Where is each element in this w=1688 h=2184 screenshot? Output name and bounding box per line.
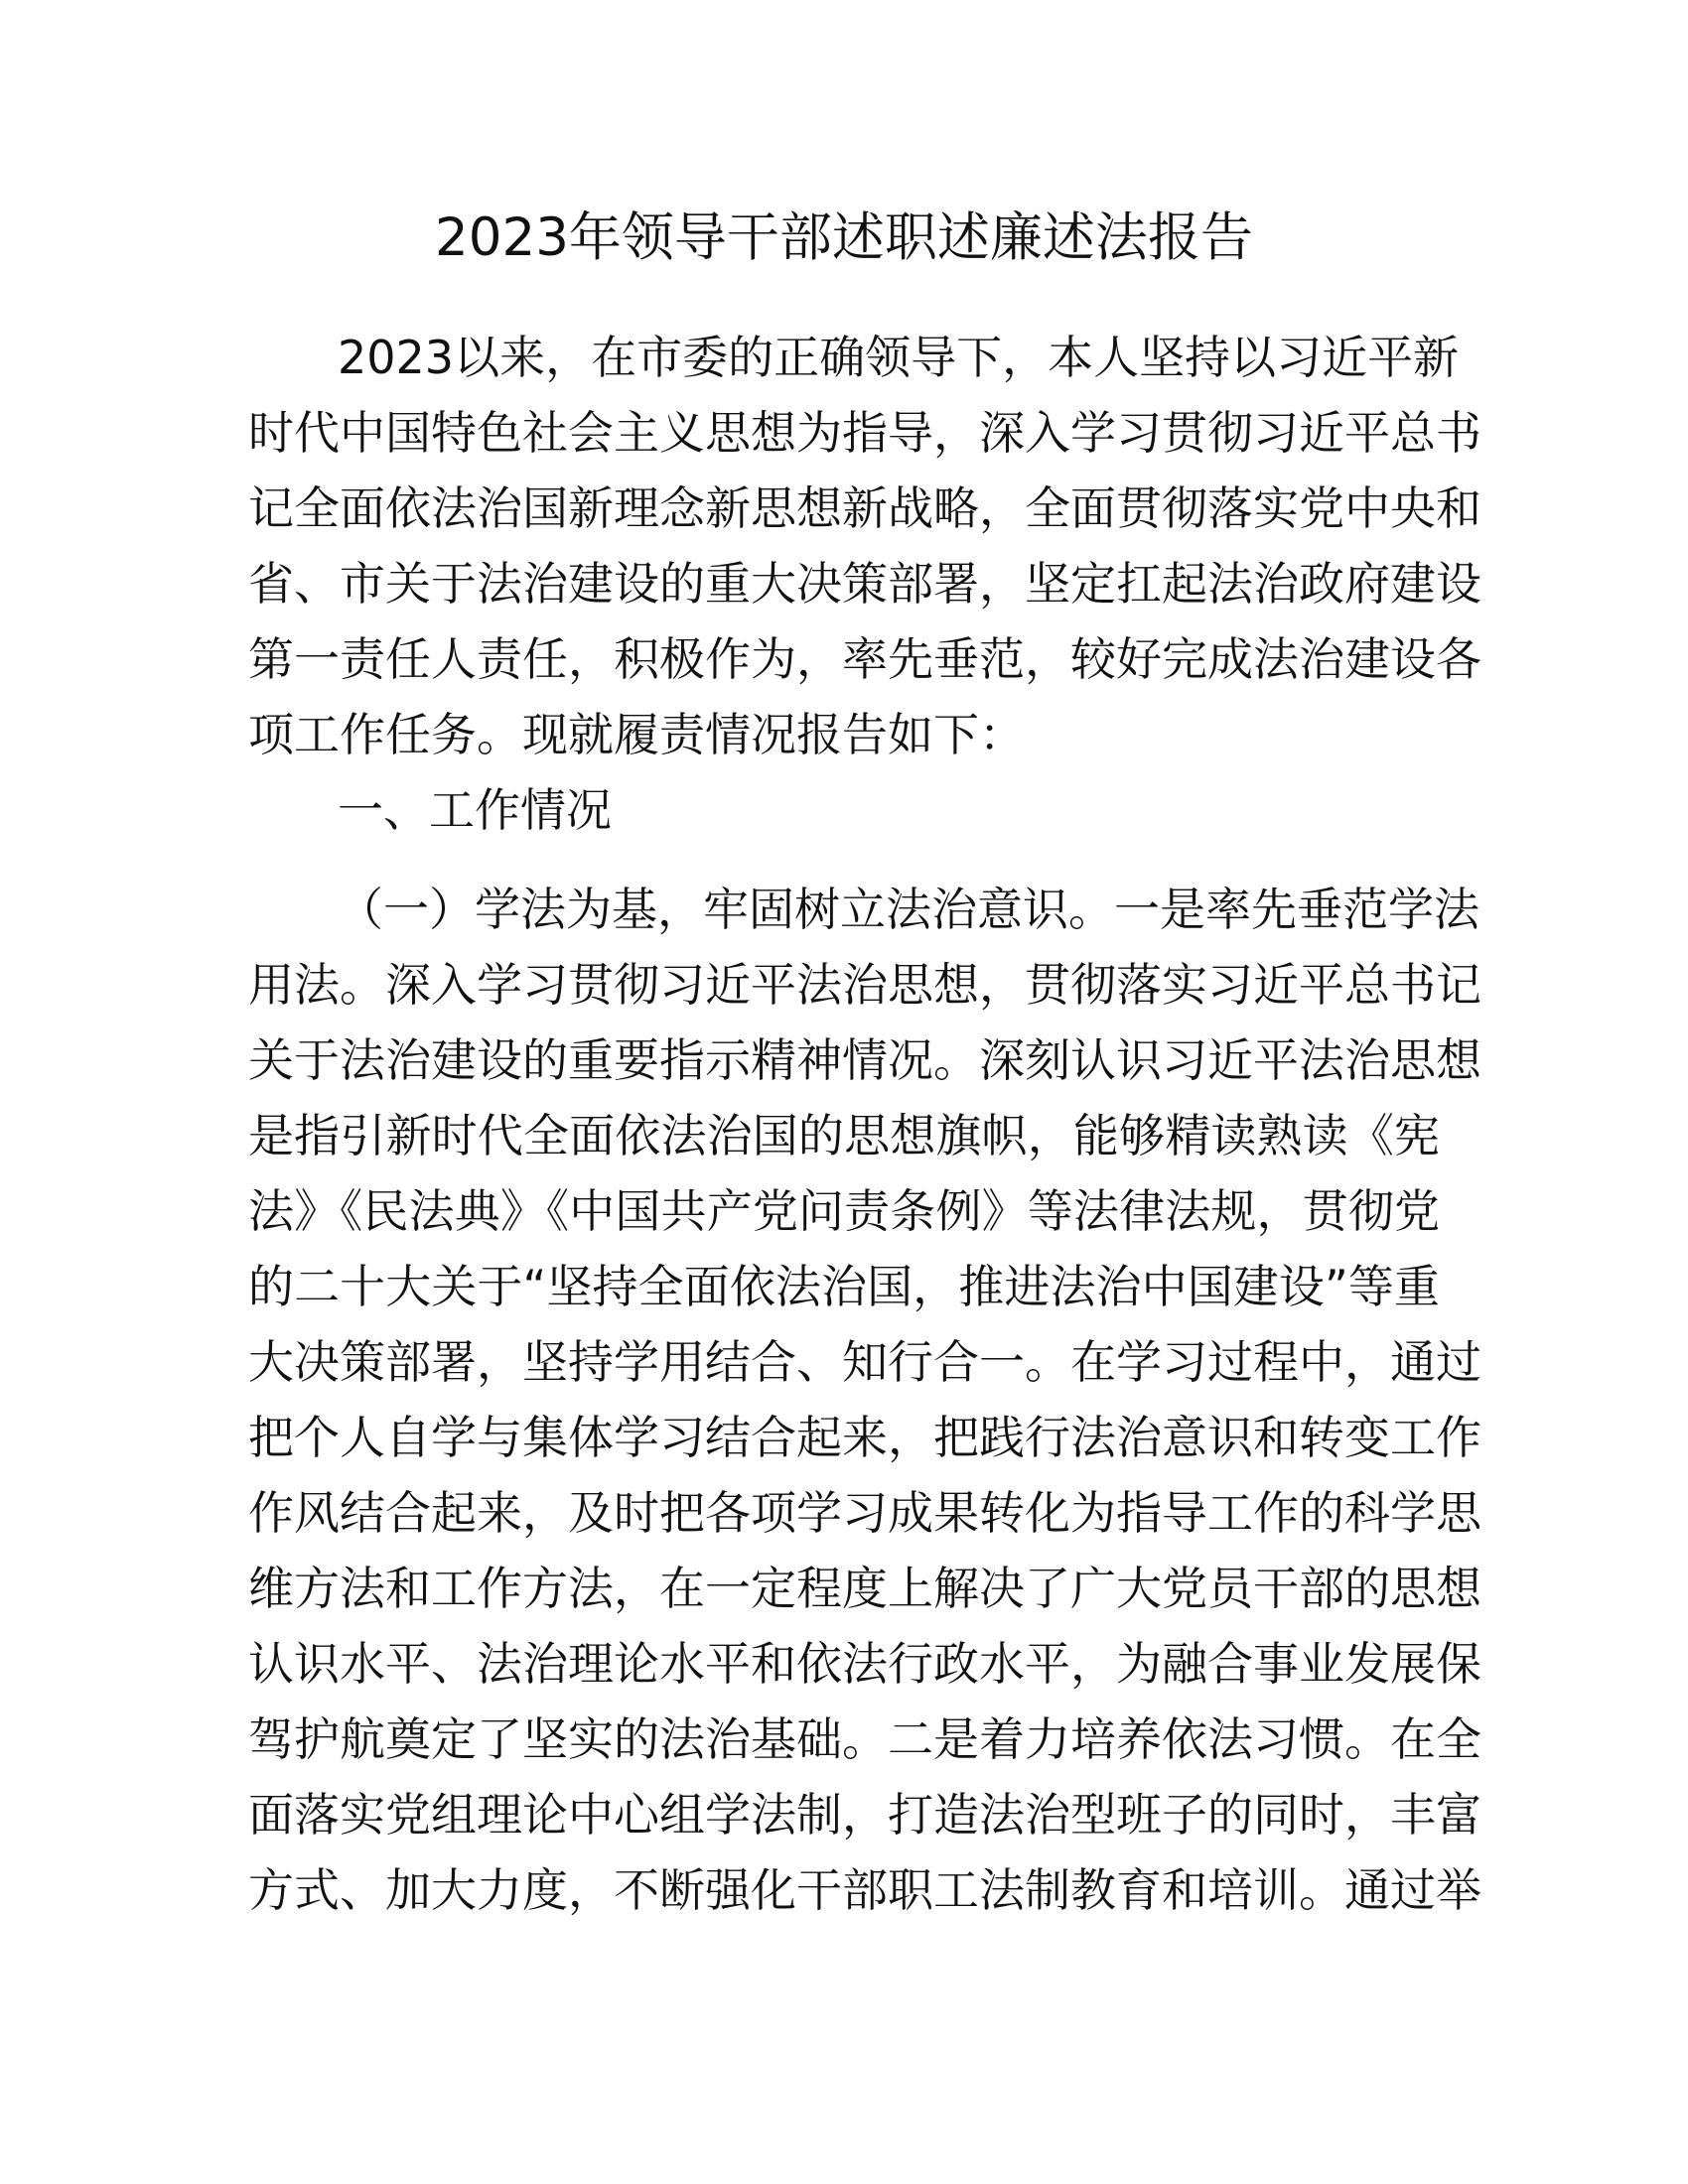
paragraph-line: 大决策部署，坚持学用结合、知行合一。在学习过程中，通过 — [248, 1335, 1481, 1389]
paragraph-line: 时代中国特色社会主义思想为指导，深入学习贯彻习近平总书 — [248, 406, 1481, 460]
paragraph-line: 省、市关于法治建设的重大决策部署，坚定扛起法治政府建设 — [248, 557, 1481, 611]
document-title: 2023年领导干部述职述廉述法报告 — [435, 207, 1253, 268]
paragraph-line: （一）学法为基，牢固树立法治意识。一是率先垂范学法 — [338, 883, 1479, 936]
paragraph-line: 驾护航奠定了坚实的法治基础。二是着力培养依法习惯。在全 — [248, 1712, 1481, 1766]
paragraph-line: 法》《民法典》《中国共产党问责条例》等法律法规，贯彻党 — [248, 1184, 1440, 1238]
paragraph-line: 维方法和工作方法，在一定程度上解决了广大党员干部的思想 — [248, 1562, 1481, 1615]
paragraph-line: 认识水平、法治理论水平和依法行政水平，为融合事业发展保 — [248, 1637, 1481, 1691]
paragraph-line: 把个人自学与集体学习结合起来，把践行法治意识和转变工作 — [248, 1411, 1481, 1464]
paragraph-line: 关于法治建设的重要指示精神情况。深刻认识习近平法治思想 — [248, 1033, 1481, 1087]
paragraph-line: 项工作任务。现就履责情况报告如下： — [248, 708, 1025, 761]
paragraph-line: 第一责任人责任，积极作为，率先垂范，较好完成法治建设各 — [248, 632, 1481, 686]
paragraph-line: 是指引新时代全面依法治国的思想旗帜，能够精读熟读《宪 — [248, 1109, 1440, 1162]
paragraph-line: 面落实党组理论中心组学法制，打造法治型班子的同时，丰富 — [248, 1788, 1481, 1842]
paragraph-line: 用法。深入学习贯彻习近平法治思想，贯彻落实习近平总书记 — [248, 958, 1481, 1012]
paragraph-line: 方式、加大力度，不断强化干部职工法制教育和培训。通过举 — [248, 1863, 1481, 1917]
paragraph-line: 的二十大关于“坚持全面依法治国，推进法治中国建设”等重 — [248, 1260, 1440, 1313]
paragraph-line: 作风结合起来，及时把各项学习成果转化为指导工作的科学思 — [248, 1486, 1481, 1540]
paragraph-line: 记全面依法治国新理念新思想新战略，全面贯彻落实党中央和 — [248, 481, 1481, 535]
paragraph-line: 2023以来，在市委的正确领导下，本人坚持以习近平新 — [338, 331, 1460, 384]
section-heading: 一、工作情况 — [338, 783, 612, 837]
